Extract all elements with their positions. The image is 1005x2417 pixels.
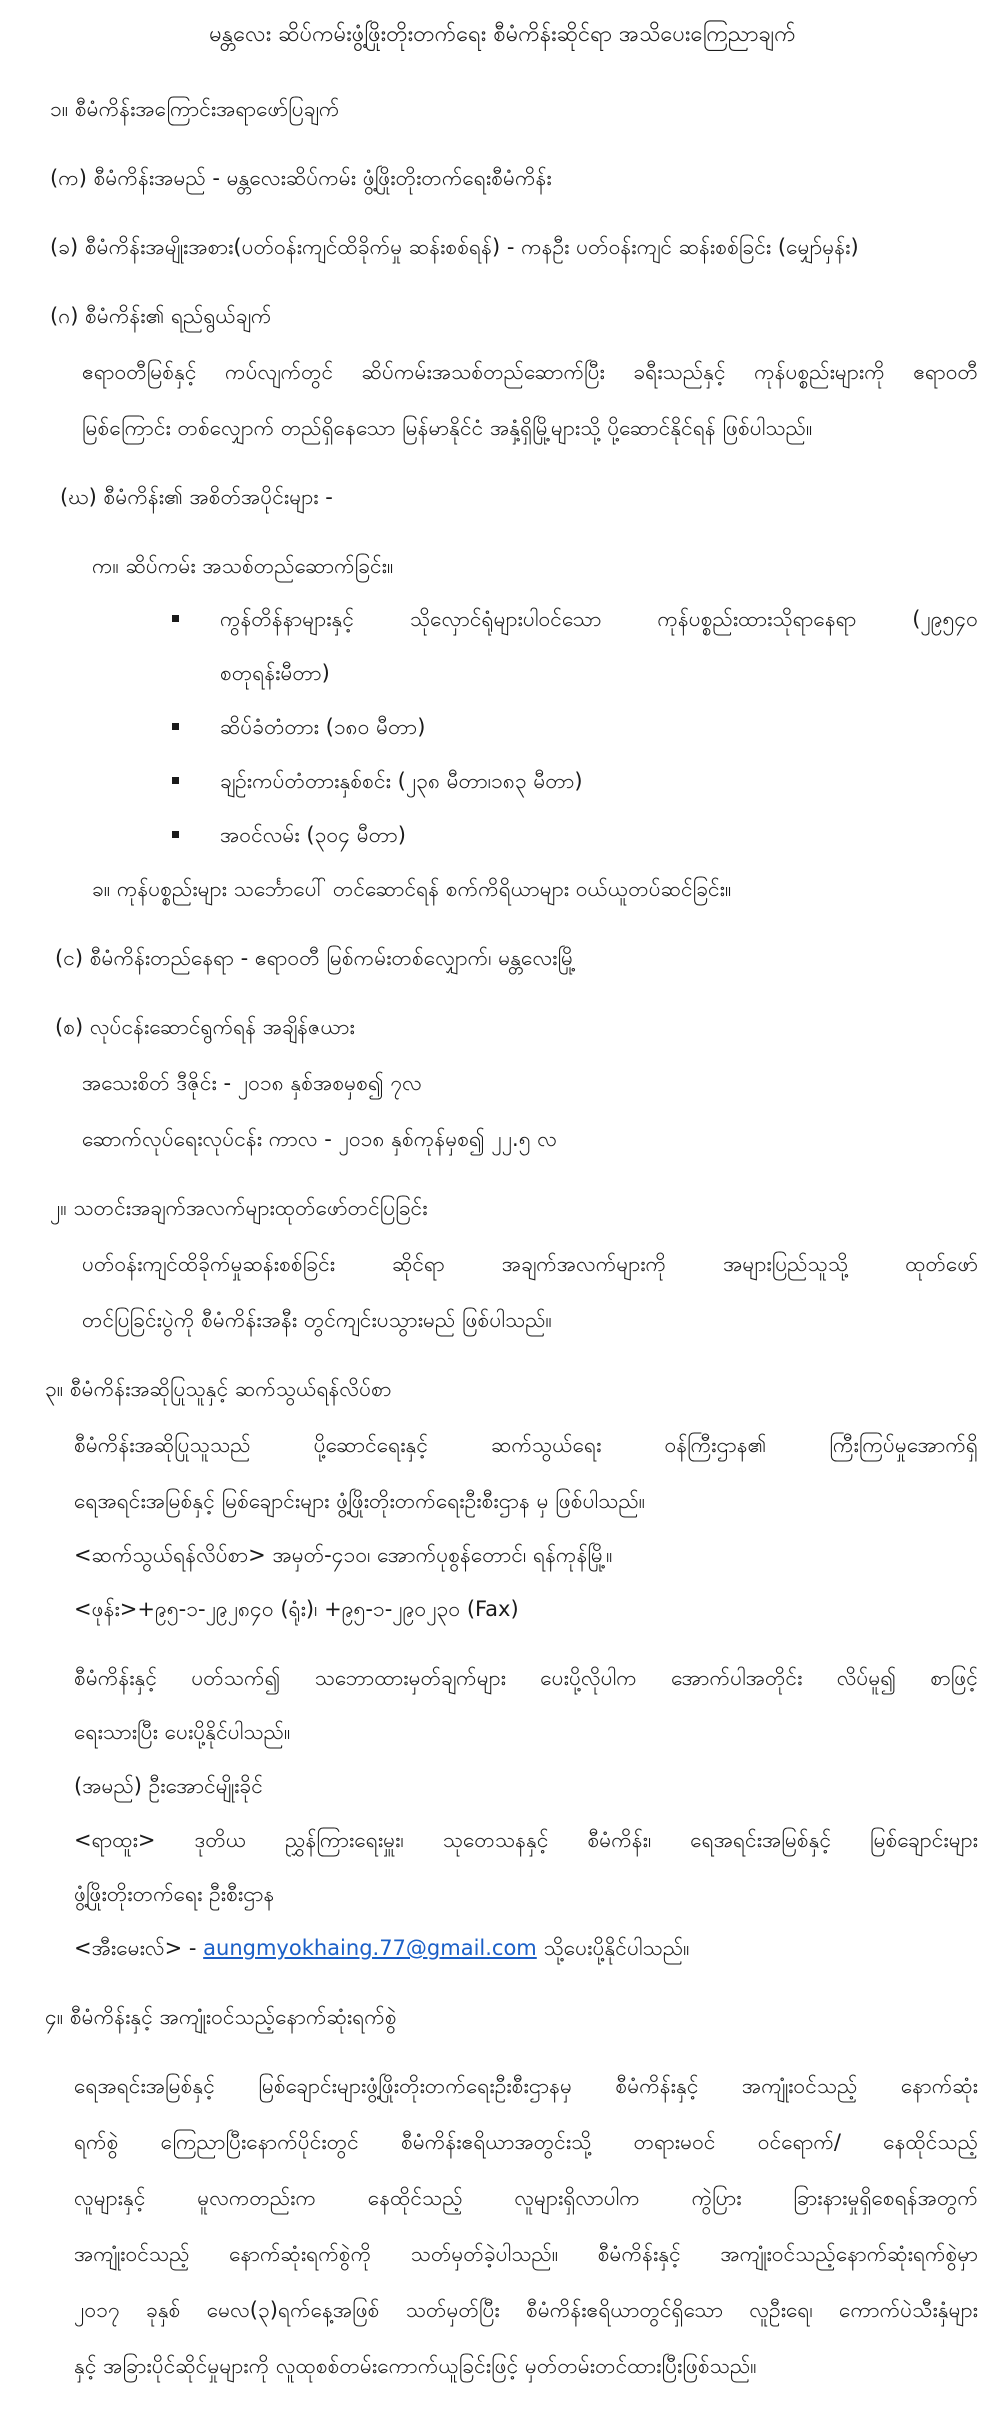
contact-rank-line-1: [74, 1830, 978, 1851]
word: ကုန်ပစ္စည်းများကို: [754, 360, 885, 384]
word: အများပြည်သူသို့: [723, 1252, 849, 1276]
word: ကုန်ပစ္စည်းထားသိုရာနေရာ: [657, 607, 857, 631]
email-label: <အီးမေးလ်> -: [74, 1936, 204, 1960]
word: မြစ်ချောင်းများ: [870, 1828, 978, 1852]
word: ကွဲပြား: [691, 2186, 742, 2210]
project-purpose-label: (ဂ) စီမံကိန်း၏ ရည်ရွယ်ချက်: [50, 304, 272, 328]
word: လူများရှိလာပါက: [514, 2186, 640, 2210]
schedule-design: အသေးစိတ် ဒီဇိုင်း - ၂၀၁၈ နှစ်အစမှစ၍ ၇လ: [82, 1071, 422, 1095]
word: ဆက်သွယ်ရေး: [491, 1433, 602, 1457]
disclosure-para-line-2: တင်ပြခြင်းပွဲကို စီမံကိန်းအနီး တွင်ကျင်းပသွားမည် ဖြစ်ပါသည်။: [82, 1308, 552, 1332]
cutoff-para-line-2: [74, 2132, 978, 2153]
word: ကပ်လျက်တွင်: [225, 360, 334, 384]
word: အောက်ပါအတိုင်း: [671, 1666, 803, 1690]
word: <ရာထူး>: [74, 1828, 156, 1852]
word: (၂၉၅၄၀: [912, 607, 978, 631]
disclosure-para-line-1: [82, 1254, 978, 1275]
word: ဆိုင်ရာ: [392, 1252, 445, 1276]
word: စီမံကိန်းနှင့်: [615, 2074, 699, 2098]
word: စီမံကိန်းဧရိယာတွင်ရှိသော: [526, 2298, 724, 2322]
bullet-icon: [172, 615, 179, 622]
word: ရေအရင်းအမြစ်နှင့်: [74, 2074, 215, 2098]
word: အကျုံးဝင်သည့်နောက်ဆုံးရက်စွဲမှာ: [720, 2242, 978, 2266]
email-link[interactable]: aungmyokhaing.77@gmail.com: [203, 1936, 537, 1960]
word: ကြေညာပြီးနောက်ပိုင်းတွင်: [160, 2130, 359, 2154]
proponent-para-line-1: [74, 1435, 978, 1456]
component-bullet-3: ချဉ်းကပ်တံတားနှစ်စင်း (၂၃၈ မီတာ၊၁၈၃ မီတာ): [220, 769, 583, 793]
component-bullet-2: ဆိပ်ခံတံတား (၁၈၀ မီတာ): [220, 715, 426, 739]
word: ထုတ်ဖော်: [905, 1252, 978, 1276]
component-bullet-1-cont: စတုရန်းမီတာ): [220, 661, 330, 685]
cutoff-para-line-1: [74, 2076, 978, 2097]
word: တရားမဝင်: [633, 2130, 716, 2154]
word: ရေအရင်းအမြစ်နှင့်: [690, 1828, 832, 1852]
bullet-icon: [172, 831, 179, 838]
word: ကွန်တိန်နာများနှင့်: [220, 607, 355, 631]
email-suffix: သို့ပေးပို့နိုင်ပါသည်။: [536, 1936, 690, 1960]
component-bullet-4: အဝင်လမ်း (၃၀၄ မီတာ): [220, 823, 406, 847]
proponent-para-line-2: ရေအရင်းအမြစ်နှင့် မြစ်ချောင်းများ ဖွံ့ဖြိုးတိုးတက်ရေးဦးစီးဌာန မှ ဖြစ်ပါသည်။: [74, 1489, 646, 1513]
word: လိပ်မူ၍: [836, 1666, 897, 1690]
contact-rank-line-2: ဖွံ့ဖြိုးတိုးတက်ရေး ဦးစီးဌာန: [74, 1882, 275, 1906]
project-location-line: (င) စီမံကိန်းတည်နေရာ - ဧရာဝတီ မြစ်ကမ်းတစ်လျှောက်၊ မန္တလေးမြို့: [55, 946, 577, 970]
word: စီမံကိန်းနှင့်: [74, 1666, 158, 1690]
word: ကြီးကြပ်မှုအောက်ရှိ: [829, 1433, 978, 1457]
word: သဘောထားမှတ်ချက်များ: [314, 1666, 506, 1690]
section-3-heading: ၃။ စီမံကိန်းအဆိုပြုသူနှင့် ဆက်သွယ်ရန်လိပ်စာ: [45, 1377, 392, 1401]
word: ပတ်သက်၍: [191, 1666, 281, 1690]
component-bullet-1: [220, 609, 978, 630]
cutoff-para-line-6: နှင့် အခြားပိုင်ဆိုင်မှုများကို လူထုစစ်တမ်းကောက်ယူခြင်းဖြင့် မှတ်တမ်းတင်ထားပြီးဖြစ်သည်။: [74, 2354, 757, 2378]
word: သတ်မှတ်ပြီး: [405, 2298, 500, 2322]
word: စီမံကိန်းအဆိုပြုသူသည်: [74, 1433, 251, 1457]
word: စီမံကိန်း၊: [587, 1828, 652, 1852]
word: စီမံကိန်းဧရိယာအတွင်းသို့: [401, 2130, 592, 2154]
contact-phone: <ဖုန်း>+၉၅-၁-၂၉၂၈၄၀ (ရုံး)၊ +၉၅-၁-၂၉၀၂၃၀ (Fax): [74, 1597, 519, 1621]
word: လူဦးရေ၊: [749, 2298, 813, 2322]
word: ပေးပို့လိုပါက: [540, 1666, 637, 1690]
word: မြစ်ချောင်းများဖွံ့ဖြိုးတိုးတက်ရေးဦးစီးဌာနမှ: [258, 2074, 572, 2098]
project-name-line: (က) စီမံကိန်းအမည် - မန္တလေးဆိပ်ကမ်း ဖွံ့ဖြိုးတိုးတက်ရေးစီမံကိန်း: [50, 166, 552, 190]
word: ခြားနားမှုရှိစေရန်အတွက်: [793, 2186, 978, 2210]
bullet-icon: [172, 723, 179, 730]
word: ခရီးသည်နှင့်: [633, 360, 726, 384]
word: ကောက်ပဲသီးနှံများ: [839, 2298, 978, 2322]
component-b-heading: ခ။ ကုန်ပစ္စည်းများ သင်္ဘောပေါ် တင်ဆောင်ရန် စက်ကိရိယာများ ဝယ်ယူတပ်ဆင်ခြင်း။: [92, 877, 732, 901]
cutoff-para-line-4: [74, 2244, 978, 2265]
word: နေထိုင်သည့်: [367, 2186, 463, 2210]
section-4-heading: ၄။ စီမံကိန်းနှင့် အကျုံးဝင်သည့်နောက်ဆုံးရက်စွဲ: [45, 2005, 397, 2029]
project-purpose-para-line-1: [82, 362, 978, 383]
cutoff-para-line-3: [74, 2188, 978, 2209]
word: ရက်စွဲ: [74, 2130, 119, 2154]
word: အချက်အလက်များကို: [501, 1252, 667, 1276]
bullet-icon: [172, 777, 179, 784]
word: သိုလှောင်ရုံများပါဝင်သော: [409, 607, 602, 631]
word: ဆိပ်ကမ်းအသစ်တည်ဆောက်ပြီး: [361, 360, 605, 384]
document-title: မန္တလေး ဆိပ်ကမ်းဖွံ့ဖြိုးတိုးတက်ရေး စီမံကိန်းဆိုင်ရာ အသိပေးကြေညာချက်: [209, 22, 796, 47]
word: ပတ်ဝန်းကျင်ထိခိုက်မှုဆန်းစစ်ခြင်း: [82, 1252, 336, 1276]
word: ဧရာဝတီ: [913, 360, 978, 384]
word: သတ်မှတ်ခဲ့ပါသည်။: [410, 2242, 559, 2266]
word: ၂၀၁၇: [74, 2298, 120, 2322]
word: မေလ(၃)ရက်နေ့အဖြစ်: [206, 2298, 380, 2322]
word: ဝင်ရောက်/: [757, 2130, 841, 2154]
word: ညွှန်ကြားရေးမှူး၊: [285, 1828, 404, 1852]
word: စီမံကိန်းနှင့်: [597, 2242, 681, 2266]
schedule-construction: ဆောက်လုပ်ရေးလုပ်ငန်း ကာလ - ၂၀၁၈ နှစ်ကုန်မှစ၍ ၂၂.၅ လ: [82, 1127, 557, 1151]
project-components-label: (ဃ) စီမံကိန်း၏ အစိတ်အပိုင်းများ -: [60, 485, 333, 509]
word: လူများနှင့်: [74, 2186, 146, 2210]
word: ပို့ဆောင်ရေးနှင့်: [313, 1433, 429, 1457]
word: စာဖြင့်: [930, 1666, 978, 1690]
comments-para-line-2: ရေးသားပြီး ပေးပို့နိုင်ပါသည်။: [74, 1720, 291, 1744]
contact-email-line: [74, 1938, 690, 1959]
word: နောက်ဆုံး: [900, 2074, 978, 2098]
word: သုတေသနနှင့်: [442, 1828, 549, 1852]
cutoff-para-line-5: [74, 2300, 978, 2321]
schedule-label: (စ) လုပ်ငန်းဆောင်ရွက်ရန် အချိန်ဇယား: [55, 1015, 355, 1039]
contact-name: (အမည်) ဦးအောင်မျိုးခိုင်: [74, 1774, 263, 1798]
word: နောက်ဆုံးရက်စွဲကို: [229, 2242, 372, 2266]
word: ဧရာဝတီမြစ်နှင့်: [82, 360, 197, 384]
word: အကျုံးဝင်သည့်: [74, 2242, 190, 2266]
section-1-heading: ၁။ စီမံကိန်းအကြောင်းအရာဖော်ပြချက်: [50, 97, 340, 121]
word: နေထိုင်သည့်: [883, 2130, 978, 2154]
component-a-heading: က။ ဆိပ်ကမ်း အသစ်တည်ဆောက်ခြင်း။: [92, 554, 394, 578]
word: အကျုံးဝင်သည့်: [741, 2074, 858, 2098]
comments-para-line-1: [74, 1668, 978, 1689]
word: ခုနှစ်: [146, 2298, 181, 2322]
word: ဝန်ကြီးဌာန၏: [664, 1433, 767, 1457]
contact-address: <ဆက်သွယ်ရန်လိပ်စာ> အမှတ်-၄၁၀၊ အောက်ပုစွန်တောင်၊ ရန်ကုန်မြို့။: [74, 1543, 613, 1567]
word: ဒုတိယ: [194, 1828, 247, 1852]
project-purpose-para-line-2: မြစ်ကြောင်း တစ်လျှောက် တည်ရှိနေသော မြန်မာနိုင်ငံ အနှံ့ရှိမြို့များသို့ ပို့ဆောင်နိုင်ရန် ဖြစ်ပါသည်။: [82, 416, 813, 440]
word: မူလကတည်းက: [197, 2186, 317, 2210]
project-type-line: (ခ) စီမံကိန်းအမျိုးအစား(ပတ်ဝန်းကျင်ထိခိုက်မှု ဆန်းစစ်ရန်) - ကနဦး ပတ်ဝန်းကျင် ဆန်းစစ်ခြင်း (မျှော်မှန်း): [50, 235, 859, 259]
section-2-heading: ၂။ သတင်းအချက်အလက်များထုတ်ဖော်တင်ပြခြင်း: [50, 1196, 428, 1220]
